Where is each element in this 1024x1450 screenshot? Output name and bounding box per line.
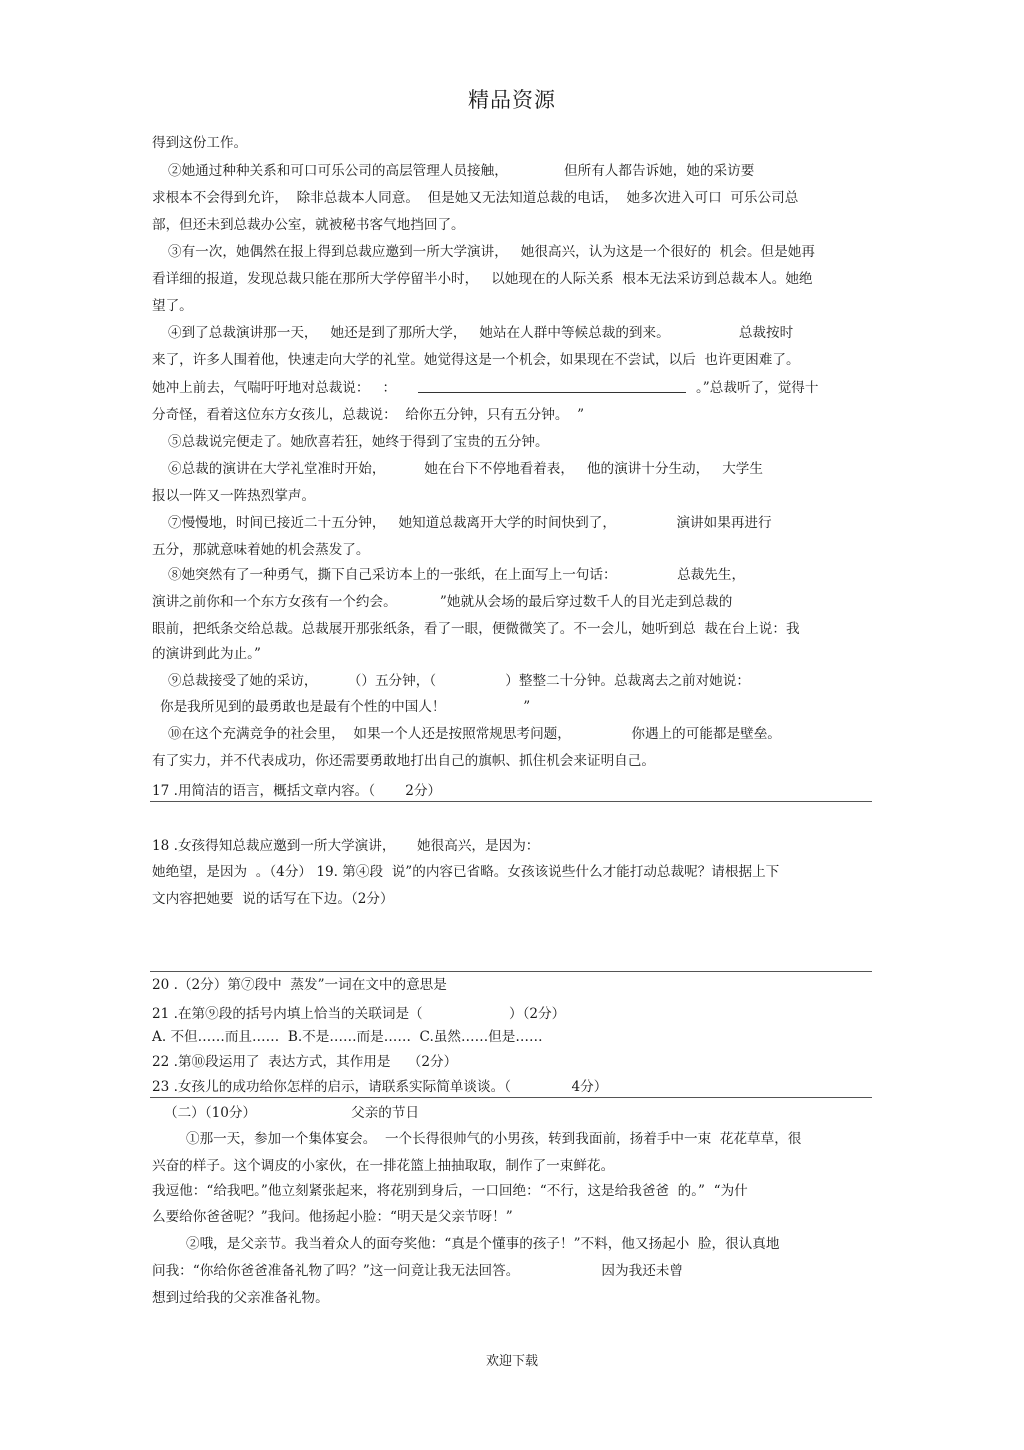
answer-rule [150,801,872,802]
text-line: 报以一阵又一阵热烈掌声。 [152,488,316,504]
text-line: 么要给你爸爸呢？”我问。他扬起小脸：“明天是父亲节呀！” [152,1209,513,1225]
text-line: ③有一次，她偶然在报上得到总裁应邀到一所大学演讲， 她很高兴，认为这是一个很好的 机会。但是她再 [168,244,815,260]
text-line: 看详细的报道，发现总裁只能在那所大学停留半小时， 以她现在的人际关系 根本无法采访到总裁本人。她绝 [152,271,813,287]
text-line: 有了实力，并不代表成功，你还需要勇敢地打出自己的旗帜、抓住机会来证明自己。 [152,753,655,769]
question-20: 20 .（2分）第⑦段中 蒸发”一词在文中的意思是 [152,977,447,993]
text-line: 眼前，把纸条交给总裁。总裁展开那张纸条，看了一眼，便微微笑了。不一会儿，她听到总 裁在台上说：我 [152,621,800,637]
answer-rule [150,971,872,972]
question-21: 21 .在第⑨段的括号内填上恰当的关联词是（ ）（2分） [152,1006,566,1022]
text-line: 来了，许多人围着他，快速走向大学的礼堂。她觉得这是一个机会，如果现在不尝试，以后 也许更困难了。 [152,352,800,368]
text-line: ⑦慢慢地，时间已接近二十五分钟， 她知道总裁离开大学的时间快到了， 演讲如果再进行 [168,515,772,531]
text-line: 你是我所见到的最勇敢也是最有个性的中国人！ ” [160,699,531,715]
text-line: 得到这份工作。 [152,135,248,151]
text-line: 部，但还未到总裁办公室，就被秘书客气地挡回了。 [152,217,465,233]
text-line: ⑩在这个充满竞争的社会里， 如果一个人还是按照常规思考问题， 你遇上的可能都是壁垒。 [168,726,781,742]
text-line: 文内容把她要 说的话写在下边。（2分） [152,891,394,907]
question-22: 22 .第⑩段运用了 表达方式，其作用是 （2分） [152,1054,458,1070]
question-19: 她绝望，是因为 。（4分） 19. 第④段 说”的内容已省略。女孩该说些什么才能打动总裁呢？请根据上下 [152,864,780,880]
text-line: 兴奋的样子。这个调皮的小家伙，在一排花篮上抽抽取取，制作了一束鲜花。 [152,1158,615,1174]
text-line: ⑤总裁说完便走了。她欣喜若狂，她终于得到了宝贵的五分钟。 [168,434,549,450]
text-line: 演讲之前你和一个东方女孩有一个约会。 ”她就从会场的最后穿过数千人的目光走到总裁的 [152,594,733,610]
page-footer: 欢迎下载 [485,1354,538,1369]
text-line: 问我：“你给你爸爸准备礼物了吗？”这一问竟让我无法回答。 因为我还未曾 [152,1263,683,1279]
answer-rule [150,1097,872,1098]
text-line: 她冲上前去，气喘吁吁地对总裁说： ： [152,380,397,396]
answer-blank [418,379,686,397]
question-21-options: A. 不但……而且…… B.不是……而是…… C.虽然……但是…… [152,1029,543,1045]
text-line: ⑧她突然有了一种勇气，撕下自己采访本上的一张纸，在上面写上一句话： 总裁先生， [168,567,746,583]
text-line: ⑨总裁接受了她的采访， （）五分钟，（ ）整整二十分钟。总裁离去之前对她说： [168,673,750,689]
page-header: 精品资源 [468,88,556,112]
text-line: 我逗他：“给我吧。”他立刻紧张起来，将花别到身后，一口回绝：“不行，这是给我爸爸 的。” “为什 [152,1183,748,1199]
text-line: 。”总裁听了，觉得十 [696,380,819,396]
text-line: 五分，那就意味着她的机会蒸发了。 [152,542,370,558]
text-line: 想到过给我的父亲准备礼物。 [152,1290,329,1306]
text-line: 求根本不会得到允许， 除非总裁本人同意。 但是她又无法知道总裁的电话， 她多次进入可口 可乐公司总 [152,190,799,206]
text-line: 望了。 [152,298,193,314]
section-heading: （二）（10分） 父亲的节日 [164,1105,420,1121]
text-line: 分奇怪，看着这位东方女孩儿，总裁说： 给你五分钟，只有五分钟。 ” [152,407,585,423]
question-18: 18 .女孩得知总裁应邀到一所大学演讲， 她很高兴，是因为： [152,838,540,854]
question-23: 23 .女孩儿的成功给你怎样的启示，请联系实际简单谈谈。（ 4分） [152,1079,608,1095]
text-line: ⑥总裁的演讲在大学礼堂准时开始， 她在台下不停地看着表， 他的演讲十分生动， 大学生 [168,461,763,477]
text-line: 的演讲到此为止。” [152,646,261,662]
text-line: ②哦，是父亲节。我当着众人的面夸奖他：“真是个懂事的孩子！”不料，他又扬起小 脸，很认真地 [186,1236,780,1252]
text-line: ①那一天，参加一个集体宴会。 一个长得很帅气的小男孩，转到我面前，扬着手中一束 花花草草，很 [186,1131,802,1147]
text-line: ④到了总裁演讲那一天， 她还是到了那所大学， 她站在人群中等候总裁的到来。 总裁按时 [168,325,794,341]
text-line: ②她通过种种关系和可口可乐公司的高层管理人员接触， 但所有人都告诉她，她的采访要 [168,163,755,179]
question-17: 17 .用简洁的语言，概括文章内容。（ 2分） [152,783,442,799]
